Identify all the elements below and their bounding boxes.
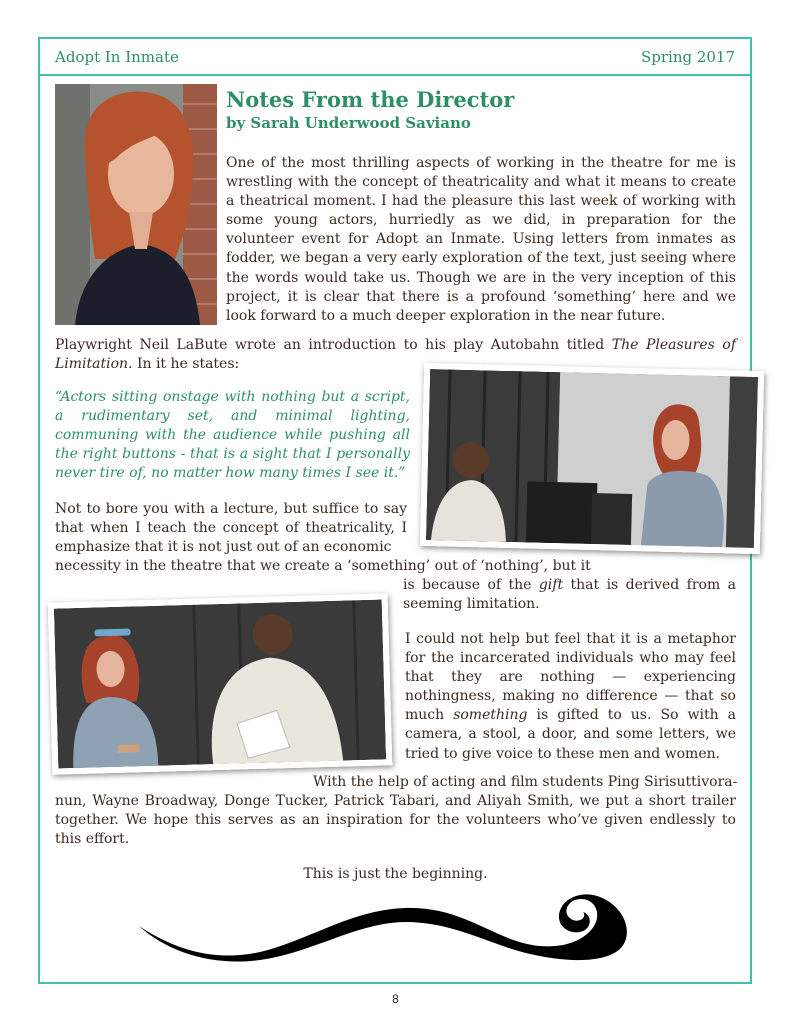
header-divider: [38, 74, 752, 76]
metaphor-paragraph: [405, 630, 736, 764]
gift-text-post: that is derived from a seeming limitation.: [403, 577, 737, 613]
labute-text-pre: Playwright Neil LaBute wrote an introduction to his play Autobahn titled: [55, 337, 612, 353]
acknowledgements-paragraph: nun, Wayne Broadway, Donge Tucker, Patrick Tabari, and Aliyah Smith, we put a short trailer together. We hope this serves as an inspiration for the volunteers who’ve given endlessly to this effort.: [55, 793, 736, 848]
acknowledgements-line: With the help of acting and film students Ping Sirisuttivora-: [313, 774, 738, 790]
article-title: Notes From the Director: [226, 87, 515, 112]
director-portrait: [55, 84, 217, 325]
gift-paragraph: [403, 576, 736, 614]
page-number: 8: [392, 992, 399, 1006]
intro-paragraph: One of the most thrilling aspects of working in the theatre for me is wrestling with the concept of theatricality and what it means to create a theatrical moment. I had the pleasure this last week of working with some young actors, hurriedly as we did, in preparation for the volunteer event for Adopt an Inmate. Using letters from inmates as fodder, we began a very early exploration of the text, just seeing where the words would take us. Though we are in the very inception of this project, it is clear that there is a profound ‘something’ here and we look forward to a much deeper exploration in the near future.: [226, 155, 736, 324]
labute-text-post: In it he states:: [132, 356, 240, 373]
labute-essay-title: The Pleasures of Limitation.: [55, 337, 736, 373]
gift-word: gift: [538, 577, 564, 593]
metaphor-text-pre: I could not help but feel that it is a metaphor for the incarcerated individuals who may feel that they are nothing — experiencing nothingness, making no difference — that so much: [405, 631, 736, 724]
decorative-swirl: [135, 892, 640, 964]
issue-date: Spring 2017: [641, 48, 736, 66]
metaphor-word: something: [453, 707, 528, 724]
labute-quote: “Actors sitting onstage with nothing but a script, a rudimentary set, and minimal lighting, communing with the audience while pushing all the right buttons - that is a sight that I personally never tire of, no matter how many times I see it.”: [55, 389, 410, 482]
lecture-paragraph-cont: necessity in the theatre that we create a ‘something’ out of ‘nothing’, but it: [55, 558, 591, 574]
closing-line: This is just the beginning.: [303, 866, 488, 882]
article-byline: by Sarah Underwood Saviano: [226, 114, 471, 132]
publication-name: Adopt In Inmate: [55, 48, 179, 66]
lecture-paragraph: Not to bore you with a lecture, but suffice to say that when I teach the concept of theatricality, I emphasize that it is not just out of an economic: [55, 501, 407, 556]
gift-text-pre: is because of the: [403, 577, 539, 593]
metaphor-text-post: is gifted to us. So with a camera, a stool, a door, and some letters, we tried to give voice to these men and women.: [405, 707, 736, 762]
rehearsal-photo-seated-actor: [420, 363, 764, 554]
rehearsal-photo-reading-letters: [48, 593, 393, 774]
